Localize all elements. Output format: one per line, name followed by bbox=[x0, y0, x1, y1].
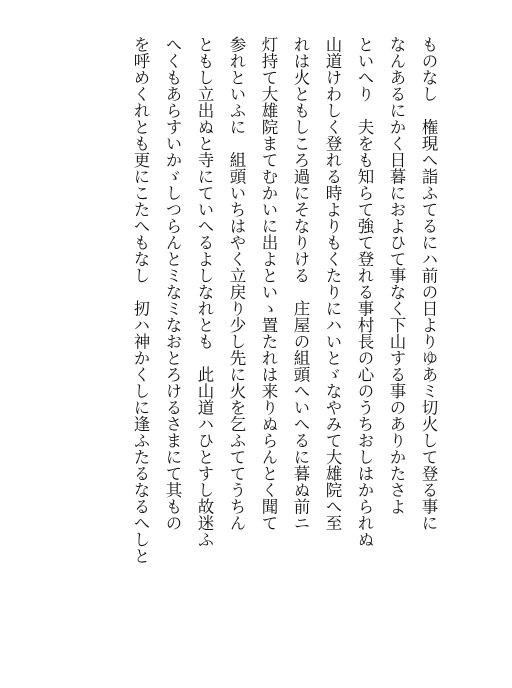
text-line-9: へくもあらすいかゞしつらんとミなミなおとろけるさまにて其もの bbox=[163, 36, 182, 531]
text-line-10: を呼めくれとも更にこたへもなし 扨ハ神かくしに逢ふたるなるへしと bbox=[131, 36, 150, 564]
text-line-7: 参れといふに 組頭いちはやく立戻り少し先に火を乞ふててうちん bbox=[227, 36, 246, 531]
text-line-1: ものなし 権現へ詣ふてるにハ前の日よりゆあミ切火して登る事に bbox=[419, 36, 438, 531]
text-line-2: なんあるにかく日暮におよひて事なく下山する事のありかたさよ bbox=[387, 36, 406, 515]
text-line-3: といへり 夫をも知らて強て登れる事村長の心のうちおしはかられぬ bbox=[355, 36, 374, 548]
text-line-6: 灯持て大雄院まてむかいに出よといゝ置たれは来りぬらんとく聞て bbox=[259, 36, 278, 531]
text-line-5: れは火ともしころ過にそなりける 庄屋の組頭へいへるに暮ぬ前ニ bbox=[291, 36, 310, 531]
vertical-text-block bbox=[124, 36, 444, 636]
text-line-8: ともし立出ぬと寺にていへるよしなれとも 此山道ハひとすし故迷ふ bbox=[195, 36, 214, 548]
text-line-4: 山道けわしく登れる時よりもくたりにハいとゞなやみて大雄院へ至 bbox=[323, 36, 342, 531]
